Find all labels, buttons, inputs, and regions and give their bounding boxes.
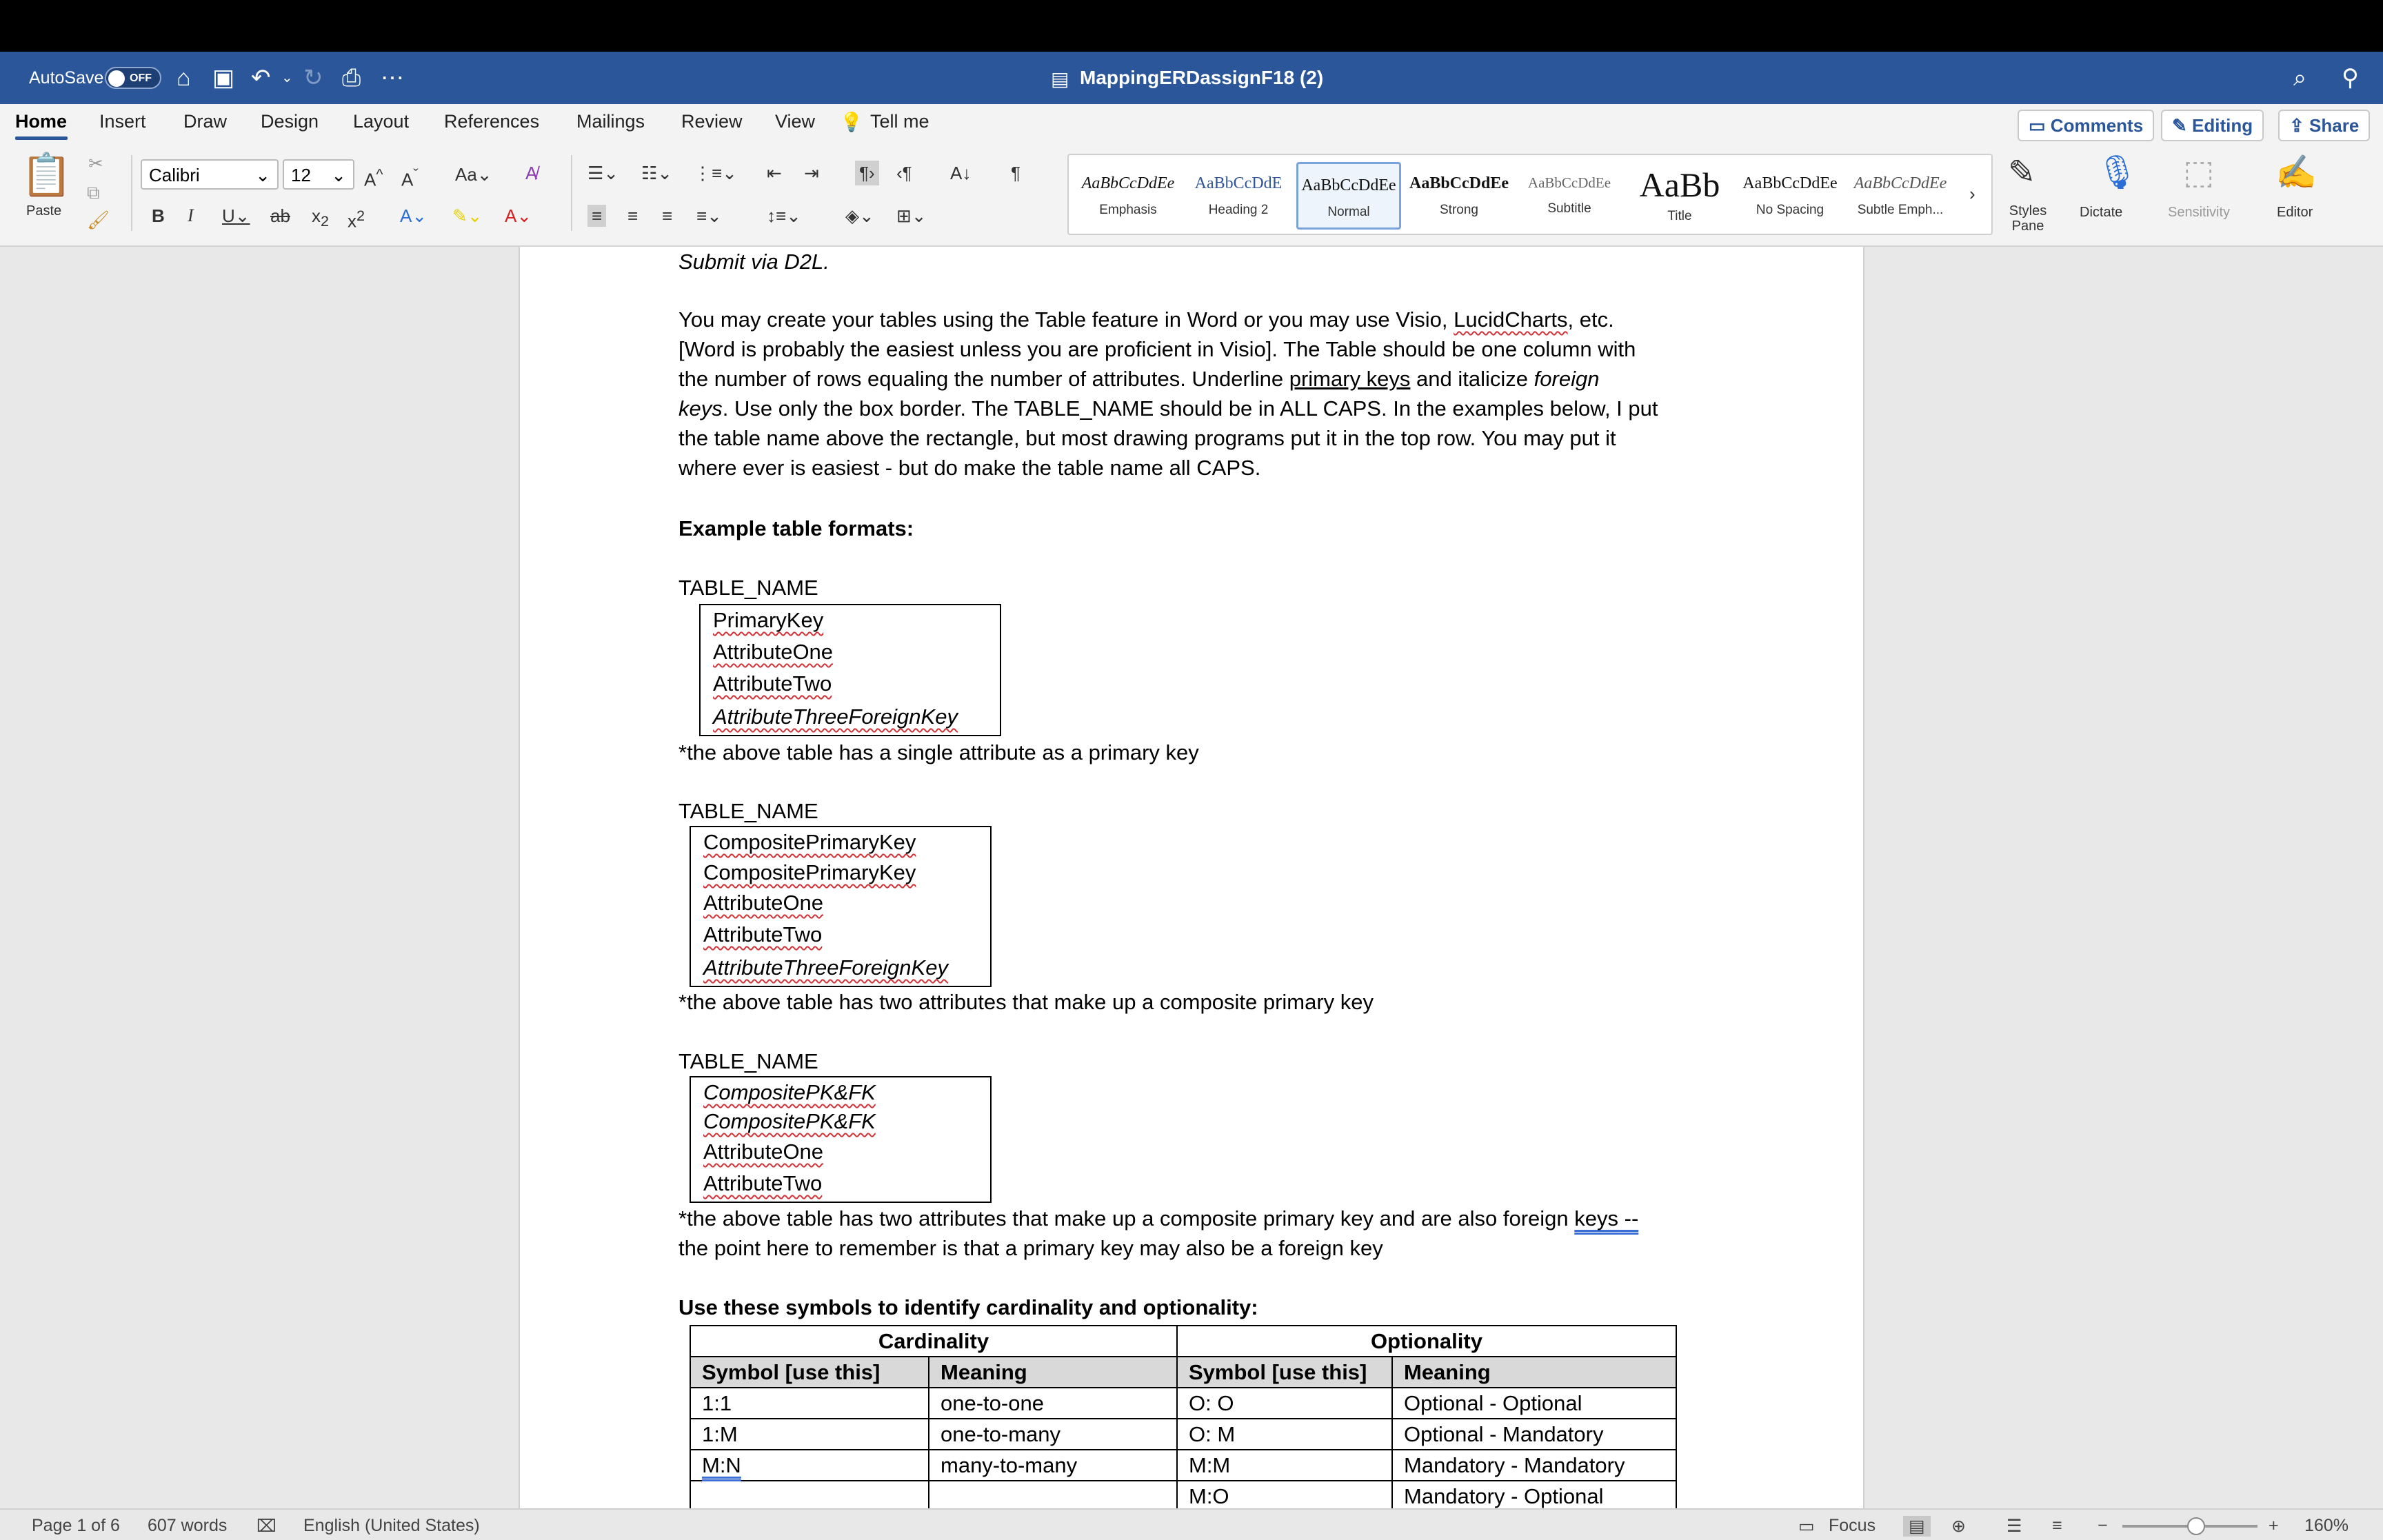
page-count[interactable]: Page 1 of 6 <box>32 1516 120 1535</box>
cardinality-optionality-table <box>690 1325 1677 1512</box>
share-icon: ⇪ <box>2289 115 2310 136</box>
undo-icon[interactable]: ↶ <box>251 65 271 91</box>
paragraph-line <box>678 364 1599 394</box>
tab-references[interactable]: References <box>444 111 540 132</box>
style-preview: AaBbCcDdEe <box>1081 174 1175 192</box>
paragraph-line: the table name above the rectangle, but most drawing programs put it in the top row. You may put it <box>678 426 1616 450</box>
font-color-icon[interactable]: A⌄ <box>505 205 532 226</box>
column-header: Meaning <box>1392 1357 1676 1388</box>
chevron-down-icon: ⌄ <box>255 165 270 185</box>
text-run: *the above table has two attributes that make up a composite primary key and are also foreign <box>678 1206 1575 1230</box>
ribbon-tabs <box>0 104 2383 143</box>
increase-indent-icon[interactable]: ⇥ <box>804 163 819 183</box>
table-row <box>690 1481 1676 1512</box>
text-run: the number of rows equaling the number of attributes. Underline <box>678 367 1289 391</box>
tab-design[interactable]: Design <box>261 111 319 132</box>
table-cell: one-to-one <box>929 1388 1177 1419</box>
shrink-font-icon[interactable]: $A^ˇ$ <box>401 165 419 190</box>
style-emphasis[interactable] <box>1076 162 1180 230</box>
example-table-2 <box>690 826 992 987</box>
focus-icon[interactable]: ▭ <box>1798 1517 1815 1536</box>
table-row: CompositePrimaryKey <box>703 830 916 854</box>
table-row: CompositePrimaryKey <box>703 860 916 884</box>
autosave-toggle[interactable] <box>105 67 161 89</box>
table-cell: O: O <box>1177 1388 1392 1419</box>
table-row: PrimaryKey <box>713 608 824 632</box>
shading-icon[interactable]: ◈⌄ <box>845 205 874 226</box>
table-cell: O: M <box>1177 1419 1392 1450</box>
note-line: *the above table has two attributes that make up a composite primary key <box>678 990 1374 1014</box>
table-row: AttributeOne <box>703 891 824 915</box>
copy-icon[interactable]: ⧉ <box>87 182 100 203</box>
superscript-icon[interactable]: $x^2$ <box>348 207 365 232</box>
table-name-label: TABLE_NAME <box>678 576 818 600</box>
table-name-label: TABLE_NAME <box>678 799 818 823</box>
undo-dropdown-icon[interactable]: ⌄ <box>281 70 293 85</box>
title-bar <box>0 52 2383 104</box>
editor-icon[interactable]: ✍ <box>2275 154 2317 191</box>
styles-gallery <box>1067 154 1993 235</box>
align-left-icon[interactable]: ≡ <box>587 205 606 227</box>
zoom-slider-handle[interactable] <box>2187 1517 2205 1535</box>
align-right-icon[interactable]: ≡ <box>662 205 673 226</box>
zoom-level[interactable]: 160% <box>2304 1516 2349 1535</box>
web-layout-icon[interactable]: ⊕ <box>1951 1517 1966 1536</box>
table-cell: Optional - Optional <box>1392 1388 1676 1419</box>
paragraph-line: [Word is probably the easiest unless you are proficient in Visio]. The Table should be one column with <box>678 337 1636 361</box>
editing-button[interactable] <box>2161 110 2264 141</box>
subscript-icon[interactable]: $x_2$ <box>312 205 330 230</box>
table-cell: M:O <box>1177 1481 1392 1512</box>
column-header: Symbol [use this] <box>1177 1357 1392 1388</box>
symbols-heading: Use these symbols to identify cardinality and optionality: <box>678 1295 1258 1319</box>
spelling-flag: LucidCharts <box>1454 307 1568 332</box>
column-header: Meaning <box>929 1357 1177 1388</box>
sensitivity-icon: ⬚ <box>2183 154 2215 191</box>
style-heading-2[interactable] <box>1186 162 1291 230</box>
table-row <box>690 1450 1676 1481</box>
text-effects-icon[interactable]: A⌄ <box>400 205 428 226</box>
grammar-flag: -- <box>1618 1206 1639 1230</box>
active-tab-indicator <box>15 136 68 140</box>
text-run: primary keys <box>1289 367 1411 391</box>
paste-label[interactable]: Paste <box>26 203 62 219</box>
strikethrough-icon[interactable]: ab <box>270 205 290 226</box>
note-line: the point here to remember is that a primary key may also be a foreign key <box>678 1236 1383 1260</box>
table-row: AttributeTwo <box>703 922 823 946</box>
example-table-3 <box>690 1076 992 1203</box>
system-top-bar <box>0 0 2383 52</box>
italic-icon[interactable]: I <box>188 205 194 225</box>
example-table-1 <box>699 604 1001 736</box>
paragraph-line: where ever is easiest - but do make the table name all CAPS. <box>678 456 1261 480</box>
proofing-icon[interactable]: ⌧ <box>257 1517 276 1536</box>
table-cell: many-to-many <box>929 1450 1177 1481</box>
text-run: and italicize <box>1410 367 1534 391</box>
tab-layout[interactable]: Layout <box>353 111 410 132</box>
justify-icon[interactable]: ≡⌄ <box>696 205 722 226</box>
zoom-in-icon[interactable]: + <box>2269 1516 2279 1535</box>
table-cell <box>929 1481 1177 1512</box>
autosave-label: AutoSave <box>29 68 104 88</box>
font-name-dropdown[interactable] <box>141 159 279 190</box>
autosave-state: OFF <box>130 72 152 84</box>
grammar-flag: M:N <box>702 1452 741 1477</box>
text-run: keys <box>678 396 723 421</box>
highlight-icon[interactable]: ✎⌄ <box>452 205 483 226</box>
style-preview: AaBbCcDdE <box>1194 174 1283 192</box>
table-cell: one-to-many <box>929 1419 1177 1450</box>
pencil-icon: ✎ <box>2172 115 2193 136</box>
status-bar <box>0 1508 2383 1540</box>
table-cell: Mandatory - Mandatory <box>1392 1450 1676 1481</box>
style-subtitle[interactable] <box>1517 162 1622 230</box>
table-header-optionality: Optionality <box>1177 1326 1676 1357</box>
tab-home[interactable]: Home <box>15 111 68 132</box>
table-cell: M:M <box>1177 1450 1392 1481</box>
text-run: , etc. <box>1567 307 1614 332</box>
style-preview: AaBbCcDdEe <box>1301 176 1396 194</box>
clear-formatting-icon[interactable]: A̸ <box>525 163 538 183</box>
underline-icon[interactable]: U⌄ <box>222 205 250 226</box>
paragraph-line <box>678 394 1658 423</box>
table-row: CompositePK&FK <box>703 1080 876 1104</box>
styles-pane-icon[interactable]: ✎ <box>2008 154 2036 191</box>
table-cell: Mandatory - Optional <box>1392 1481 1676 1512</box>
style-label: Subtle Emph... <box>1857 203 1944 217</box>
sort-icon[interactable]: A↓ <box>950 163 972 183</box>
style-preview: AaBb <box>1639 165 1720 204</box>
table-header-cardinality: Cardinality <box>690 1326 1177 1357</box>
ribbon-toolbar <box>0 143 2383 247</box>
lightbulb-icon: 💡 <box>840 112 863 132</box>
document-page[interactable] <box>519 247 1864 1508</box>
more-icon[interactable]: ⋯ <box>381 65 404 91</box>
table-name-label: TABLE_NAME <box>678 1049 818 1073</box>
outline-icon[interactable]: ☰ <box>2007 1517 2022 1536</box>
separator <box>131 155 132 231</box>
style-label: Emphasis <box>1099 203 1157 217</box>
grammar-flag: keys <box>1574 1206 1619 1230</box>
styles-pane-label[interactable]: Styles Pane <box>2009 203 2047 234</box>
decrease-indent-icon[interactable]: ⇤ <box>767 163 782 183</box>
editor-label[interactable]: Editor <box>2277 205 2313 220</box>
table-row <box>690 1419 1676 1450</box>
style-preview: AaBbCcDdEe <box>1527 174 1611 191</box>
borders-icon[interactable]: ⊞⌄ <box>896 205 927 226</box>
style-preview: AaBbCcDdEe <box>1853 174 1947 192</box>
comments-label: Comments <box>2050 115 2144 136</box>
font-name-value: Calibri <box>149 165 200 185</box>
sensitivity-label: Sensitivity <box>2168 205 2231 220</box>
multilevel-list-icon[interactable]: ⋮≡⌄ <box>694 163 737 183</box>
table-row: CompositePK&FK <box>703 1109 876 1133</box>
numbering-icon[interactable]: ☷⌄ <box>641 163 673 183</box>
style-label: Heading 2 <box>1208 203 1269 217</box>
tab-draw[interactable]: Draw <box>183 111 228 132</box>
tab-view[interactable]: View <box>775 111 816 132</box>
language[interactable]: English (United States) <box>303 1516 480 1535</box>
share-person-icon[interactable]: ⚲ <box>2342 65 2359 91</box>
align-center-icon[interactable]: ≡ <box>627 205 639 226</box>
tab-review[interactable]: Review <box>681 111 743 132</box>
table-cell <box>690 1481 929 1512</box>
font-size-dropdown[interactable] <box>283 159 354 190</box>
bullets-icon[interactable]: ☰⌄ <box>587 163 619 183</box>
style-subtle-emphasis[interactable] <box>1848 162 1953 230</box>
grow-font-icon[interactable]: A^ <box>364 165 383 190</box>
clipboard-icon[interactable]: 📋 <box>21 152 72 198</box>
table-row <box>690 1388 1676 1419</box>
text-run: . Use only the box border. The TABLE_NAME should be in ALL CAPS. In the examples below, I put <box>722 396 1658 421</box>
table-row: AttributeOne <box>703 1139 824 1164</box>
bold-icon[interactable]: B <box>152 205 165 226</box>
line-spacing-icon[interactable]: ↕≡⌄ <box>767 205 801 226</box>
style-label: Strong <box>1440 203 1478 217</box>
print-layout-icon[interactable]: ▤ <box>1903 1516 1931 1537</box>
zoom-out-icon[interactable]: − <box>2098 1516 2108 1535</box>
save-icon[interactable]: ▣ <box>212 65 235 91</box>
table-row: AttributeTwo <box>703 1171 823 1195</box>
draft-icon[interactable]: ≡ <box>2052 1516 2062 1535</box>
tab-mailings[interactable]: Mailings <box>576 111 645 132</box>
table-cell: 1:M <box>690 1419 929 1450</box>
tab-insert[interactable]: Insert <box>99 111 146 132</box>
note-line: *the above table has a single attribute as a primary key <box>678 740 1199 764</box>
comment-icon: ▭ <box>2029 115 2051 136</box>
style-label: Normal <box>1327 205 1370 219</box>
table-cell: Optional - Mandatory <box>1392 1419 1676 1450</box>
style-preview: AaBbCcDdEe <box>1409 174 1509 192</box>
word-count[interactable]: 607 words <box>148 1516 228 1535</box>
text-run: foreign <box>1534 367 1600 391</box>
gallery-next-icon[interactable]: › <box>1969 183 1975 204</box>
print-icon[interactable]: ⎙ <box>342 65 361 91</box>
tell-me[interactable]: Tell me <box>870 111 929 132</box>
column-header: Symbol [use this] <box>690 1357 929 1388</box>
chevron-down-icon: ⌄ <box>331 165 346 185</box>
table-row: AttributeTwo <box>713 671 832 696</box>
text-run: You may create your tables using the Table feature in Word or you may use Visio, <box>678 307 1454 332</box>
note-line <box>678 1204 1638 1233</box>
comments-button[interactable] <box>2018 110 2154 141</box>
table-cell: 1:1 <box>690 1388 929 1419</box>
ltr-icon[interactable]: ¶› <box>855 161 879 185</box>
style-preview: AaBbCcDdEe <box>1742 174 1838 192</box>
share-button[interactable] <box>2278 110 2370 141</box>
editing-label: Editing <box>2192 115 2253 136</box>
style-title[interactable] <box>1627 162 1732 230</box>
home-icon[interactable]: ⌂ <box>177 65 191 91</box>
paragraph-line <box>678 305 1614 334</box>
change-case-icon[interactable]: Aa⌄ <box>455 164 492 185</box>
format-painter-icon[interactable]: 🖌 <box>87 210 110 230</box>
separator <box>571 155 572 231</box>
microphone-icon[interactable]: 🎙 <box>2096 154 2138 191</box>
document-icon: ▤ <box>1051 68 1069 90</box>
show-formatting-icon[interactable]: ¶ <box>1011 163 1020 183</box>
style-no-spacing[interactable] <box>1738 162 1842 230</box>
table-row: AttributeThreeForeignKey <box>713 705 958 729</box>
search-icon[interactable]: ⌕ <box>2293 65 2307 91</box>
document-title[interactable]: MappingERDassignF18 (2) <box>1080 67 1324 88</box>
table-row: AttributeThreeForeignKey <box>703 955 948 980</box>
style-label: Title <box>1667 209 1692 223</box>
table-cell <box>690 1450 929 1481</box>
rtl-icon[interactable]: ‹¶ <box>896 163 912 183</box>
share-label: Share <box>2309 115 2360 136</box>
style-label: No Spacing <box>1756 203 1824 217</box>
style-strong[interactable] <box>1407 162 1511 230</box>
cut-icon[interactable]: ✂ <box>88 153 103 174</box>
submit-line: Submit via D2L. <box>678 250 829 274</box>
example-heading: Example table formats: <box>678 516 914 540</box>
style-label: Subtitle <box>1547 201 1591 216</box>
table-row: AttributeOne <box>713 640 834 664</box>
focus-button[interactable]: Focus <box>1829 1516 1876 1535</box>
style-normal[interactable] <box>1296 162 1401 230</box>
dictate-label[interactable]: Dictate <box>2080 205 2123 220</box>
redo-icon[interactable]: ↻ <box>303 65 323 91</box>
font-size-value: 12 <box>291 165 311 185</box>
